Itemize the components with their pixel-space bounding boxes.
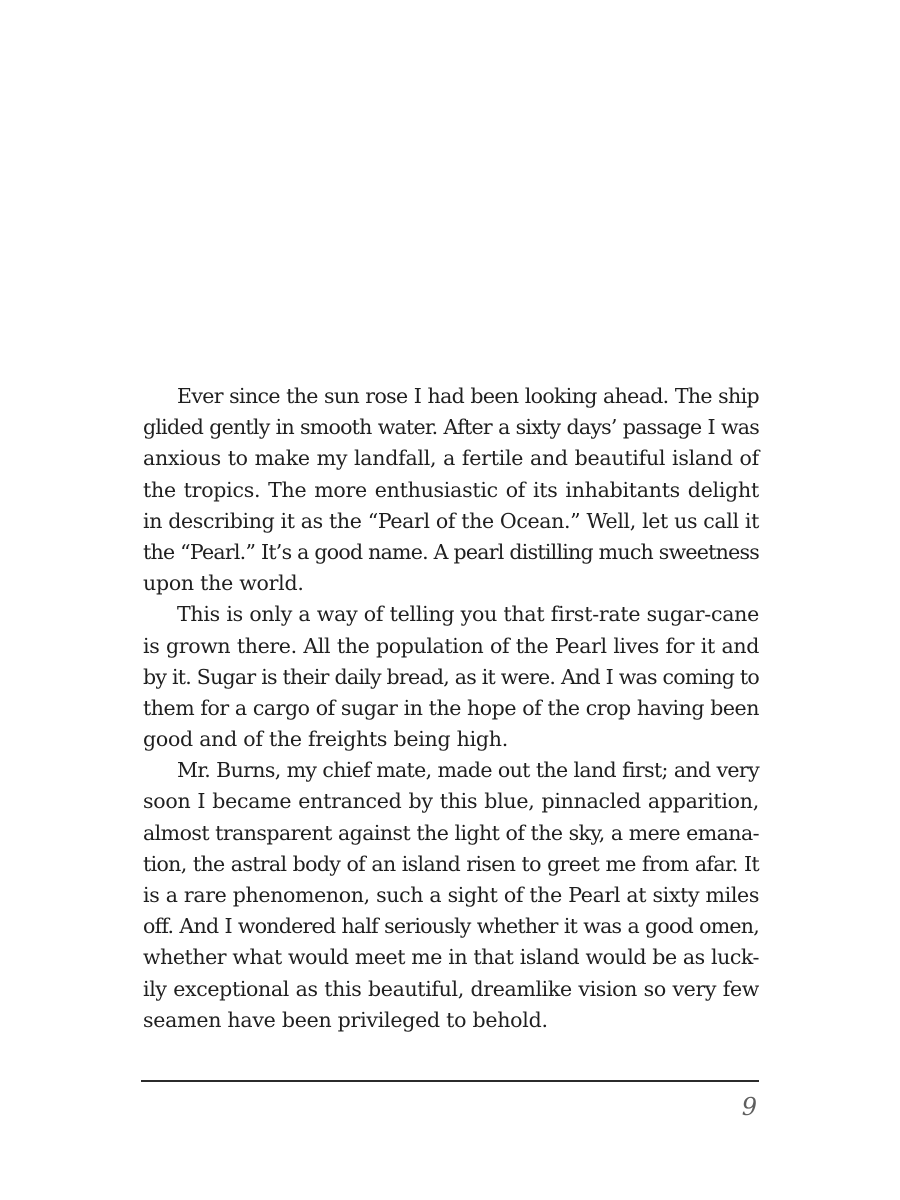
text-line: ily exceptional as this beautiful, dreamlike vision so very few xyxy=(143,976,759,1001)
paragraph-3 xyxy=(143,755,759,1036)
body-text xyxy=(143,381,759,1036)
text-line: seamen have been privileged to behold. xyxy=(143,1007,548,1032)
footer-rule xyxy=(141,1080,759,1082)
text-line: off. And I wondered half seriously whether it was a good omen, xyxy=(143,914,759,939)
text-line: glided gently in smooth water. After a sixty days’ passage I was xyxy=(143,415,759,440)
text-line: by it. Sugar is their daily bread, as it were. And I was coming to xyxy=(143,664,759,689)
text-line: in describing it as the “Pearl of the Ocean.” Well, let us call it xyxy=(143,508,759,533)
page-number: 9 xyxy=(741,1093,757,1121)
text-line: almost transparent against the light of the sky, a mere emana- xyxy=(143,820,759,845)
text-line: tion, the astral body of an island risen to greet me from afar. It xyxy=(143,851,759,876)
text-line: good and of the freights being high. xyxy=(143,727,508,752)
text-line: upon the world. xyxy=(143,571,304,596)
text-line: soon I became entranced by this blue, pinnacled apparition, xyxy=(143,789,759,814)
paragraph-2 xyxy=(143,599,759,755)
text-line: Mr. Burns, my chief mate, made out the land first; and very xyxy=(177,758,759,783)
text-line: anxious to make my landfall, a fertile and beautiful island of xyxy=(143,446,759,471)
text-line: is grown there. All the population of the Pearl lives for it and xyxy=(143,633,759,658)
text-line: the “Pearl.” It’s a good name. A pearl distilling much sweetness xyxy=(143,539,759,564)
text-line: This is only a way of telling you that first-rate sugar-cane xyxy=(177,602,759,627)
text-line: them for a cargo of sugar in the hope of the crop having been xyxy=(143,695,759,720)
text-line: the tropics. The more enthusiastic of its inhabitants delight xyxy=(143,477,759,502)
text-line: is a rare phenomenon, such a sight of the Pearl at sixty miles xyxy=(143,883,759,907)
text-line: Ever since the sun rose I had been looking ahead. The ship xyxy=(177,384,759,408)
paragraph-1 xyxy=(143,381,759,599)
text-line: whether what would meet me in that island would be as luck- xyxy=(143,945,759,970)
